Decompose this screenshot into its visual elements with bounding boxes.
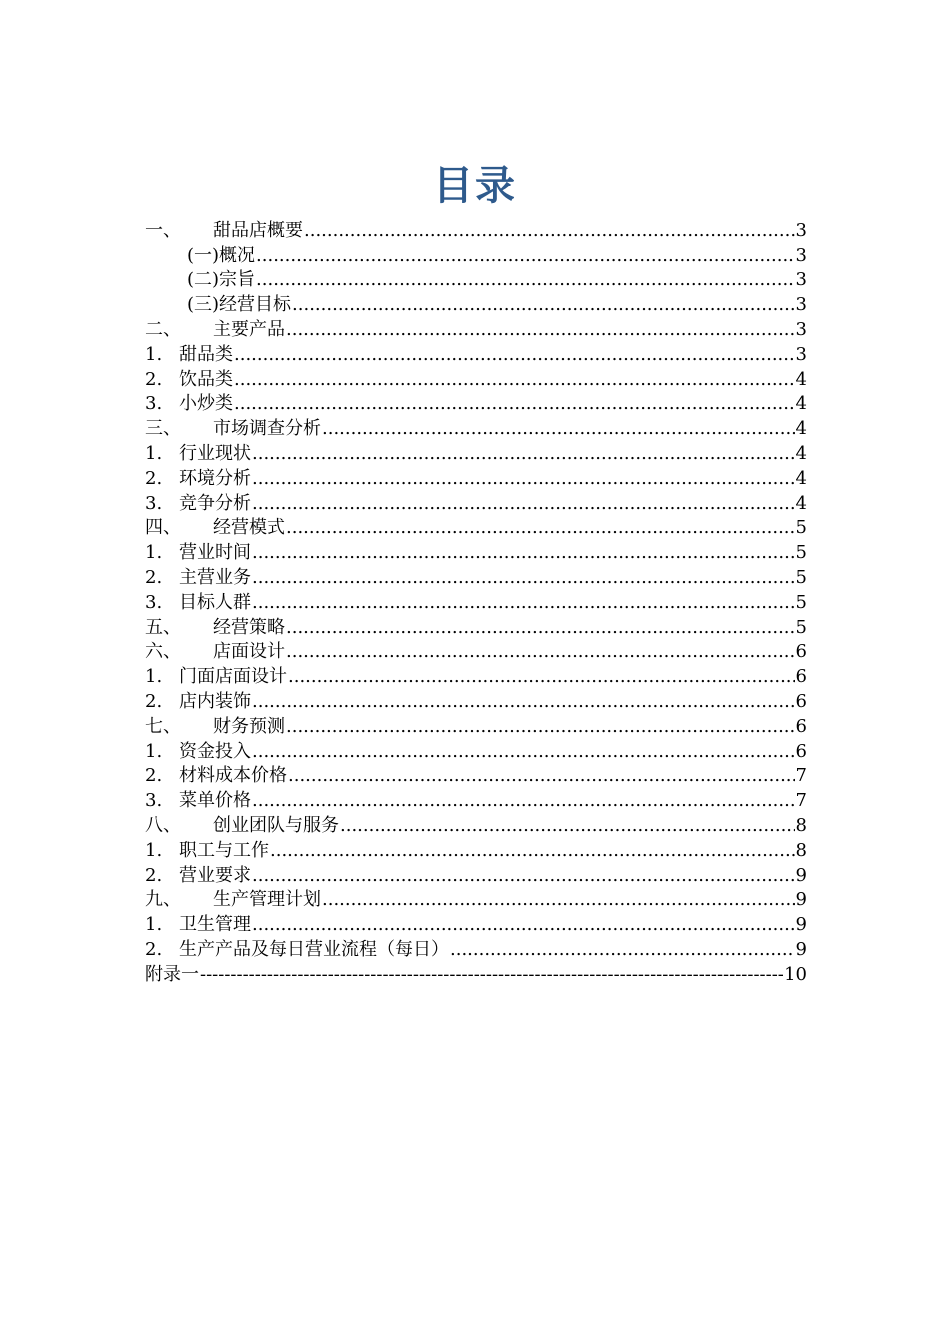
toc-leader (252, 914, 795, 936)
toc-leader (252, 567, 795, 589)
toc-leader (286, 716, 795, 738)
toc-entry[interactable] (145, 688, 807, 713)
toc-entry[interactable] (145, 490, 807, 515)
toc-entry[interactable] (145, 242, 807, 267)
toc-entry-label: (三)经营目标 (187, 294, 292, 316)
toc-entry-number: 2. (145, 938, 163, 960)
toc-leader (286, 517, 795, 539)
toc-entry-number: 二、 (145, 318, 181, 340)
toc-entry[interactable] (145, 391, 807, 416)
toc-leader (252, 865, 795, 887)
toc-leader (234, 393, 795, 415)
toc-leader (252, 443, 795, 465)
toc-entry-page-number: 7 (795, 765, 807, 787)
toc-leader (288, 666, 795, 688)
toc-leader (292, 294, 795, 316)
toc-entry-number: 六、 (145, 641, 181, 663)
toc-leader (252, 691, 795, 713)
toc-entry-label: 创业团队与服务 (213, 814, 339, 836)
toc-entry-page-number: 6 (795, 641, 807, 663)
toc-entry[interactable] (145, 515, 807, 540)
toc-leader (286, 641, 795, 663)
toc-entry-page-number: 10 (784, 963, 807, 985)
toc-entry[interactable] (145, 589, 807, 614)
toc-entry[interactable] (145, 366, 807, 391)
toc-entry-label: 店内装饰 (179, 690, 251, 712)
toc-leader (322, 418, 795, 440)
toc-entry-page-number: 4 (795, 442, 807, 464)
toc-entry-number: 2. (145, 765, 163, 787)
toc-entry[interactable] (145, 738, 807, 763)
toc-entry-label: 市场调查分析 (213, 418, 321, 440)
toc-entry[interactable] (145, 713, 807, 738)
toc-entry-label: 营业时间 (179, 542, 251, 564)
toc-entry-label: 生产管理计划 (213, 889, 321, 911)
toc-leader (256, 269, 795, 291)
toc-entry-page-number: 5 (795, 542, 807, 564)
toc-entry-label: 主营业务 (179, 566, 251, 588)
toc-entry-label: 门面店面设计 (179, 666, 287, 688)
toc-entry-label: 卫生管理 (179, 914, 251, 936)
toc-leader (288, 765, 795, 787)
toc-leader (252, 592, 795, 614)
toc-leader (304, 220, 795, 242)
toc-entry[interactable] (145, 911, 807, 936)
toc-entry-label: 店面设计 (213, 641, 285, 663)
toc-leader (252, 493, 795, 515)
toc-entry-label: 资金投入 (179, 740, 251, 762)
toc-entry-number: 1. (145, 740, 163, 762)
toc-entry-label: 甜品店概要 (213, 219, 303, 241)
toc-entry-number: 1. (145, 343, 163, 365)
toc-entry-label: 营业要求 (179, 864, 251, 886)
toc-leader (252, 542, 795, 564)
toc-entry-label: 材料成本价格 (179, 765, 287, 787)
toc-entry-label: (二)宗旨 (187, 269, 256, 291)
toc-list (145, 217, 807, 986)
toc-entry-page-number: 3 (795, 244, 807, 266)
toc-entry-label: 经营策略 (213, 616, 285, 638)
toc-entry-page-number: 3 (795, 294, 807, 316)
toc-entry-number: 1. (145, 914, 163, 936)
toc-entry[interactable] (145, 267, 807, 292)
toc-entry-page-number: 4 (795, 368, 807, 390)
toc-entry-number: 3. (145, 393, 163, 415)
toc-entry-label: 职工与工作 (179, 839, 269, 861)
toc-entry-number: 3. (145, 492, 163, 514)
toc-entry-number: 八、 (145, 814, 181, 836)
toc-entry-number: 1. (145, 839, 163, 861)
toc-entry-page-number: 5 (795, 566, 807, 588)
toc-entry-number: 2. (145, 566, 163, 588)
toc-entry-page-number: 9 (795, 864, 807, 886)
toc-entry-number: 2. (145, 864, 163, 886)
toc-entry-number: 3. (145, 591, 163, 613)
toc-entry-page-number: 9 (795, 889, 807, 911)
toc-entry-page-number: 9 (795, 914, 807, 936)
toc-entry[interactable] (145, 440, 807, 465)
toc-entry-page-number: 5 (795, 591, 807, 613)
toc-entry-label: 主要产品 (213, 318, 285, 340)
toc-entry-page-number: 6 (795, 666, 807, 688)
toc-entry[interactable] (145, 787, 807, 812)
toc-title: 目录 (433, 163, 517, 209)
toc-entry-label: 菜单价格 (179, 790, 251, 812)
toc-leader (322, 889, 795, 911)
toc-entry-label: 环境分析 (179, 467, 251, 489)
toc-entry-page-number: 4 (795, 467, 807, 489)
toc-entry-number: 四、 (145, 517, 181, 539)
toc-entry-number: 九、 (145, 889, 181, 911)
toc-entry[interactable] (145, 862, 807, 887)
toc-entry-label: 小炒类 (179, 393, 233, 415)
toc-entry-label: 财务预测 (213, 715, 285, 737)
toc-entry-number: 三、 (145, 418, 181, 440)
toc-entry-page-number: 5 (795, 517, 807, 539)
toc-leader (286, 319, 795, 341)
toc-entry[interactable] (145, 639, 807, 664)
toc-entry-number: 五、 (145, 616, 181, 638)
toc-entry[interactable] (145, 539, 807, 564)
toc-entry-label: 甜品类 (179, 343, 233, 365)
toc-leader (252, 790, 795, 812)
toc-entry-label: 附录一 (145, 963, 199, 985)
toc-leader (234, 369, 795, 391)
toc-leader (270, 840, 795, 862)
toc-entry-label: 饮品类 (179, 368, 233, 390)
toc-entry[interactable] (145, 564, 807, 589)
toc-entry-page-number: 4 (795, 418, 807, 440)
toc-entry-page-number: 6 (795, 740, 807, 762)
toc-entry-page-number: 6 (795, 690, 807, 712)
toc-entry-label: (一)概况 (187, 244, 256, 266)
toc-entry-label: 目标人群 (179, 591, 251, 613)
toc-leader (252, 468, 795, 490)
toc-entry-number: 1. (145, 666, 163, 688)
toc-leader (450, 939, 795, 961)
toc-entry-number: 2. (145, 690, 163, 712)
toc-entry[interactable] (145, 291, 807, 316)
toc-entry-number: 2. (145, 467, 163, 489)
toc-entry-page-number: 3 (795, 269, 807, 291)
toc-entry[interactable] (145, 341, 807, 366)
toc-entry[interactable] (145, 961, 807, 986)
toc-entry-number: 一、 (145, 219, 181, 241)
toc-entry-number: 3. (145, 790, 163, 812)
toc-entry-page-number: 9 (795, 938, 807, 960)
toc-entry[interactable] (145, 465, 807, 490)
toc-entry-page-number: 4 (795, 393, 807, 415)
toc-entry-number: 七、 (145, 715, 181, 737)
toc-leader (286, 617, 795, 639)
toc-entry-label: 生产产品及每日营业流程（每日） (179, 938, 449, 960)
toc-entry-number: 1. (145, 542, 163, 564)
toc-entry[interactable] (145, 887, 807, 912)
toc-entry-page-number: 3 (795, 343, 807, 365)
toc-entry-label: 竞争分析 (179, 492, 251, 514)
toc-entry[interactable] (145, 316, 807, 341)
toc-entry-page-number: 7 (795, 790, 807, 812)
toc-entry-page-number: 3 (795, 219, 807, 241)
toc-entry[interactable] (145, 663, 807, 688)
toc-entry[interactable] (145, 763, 807, 788)
toc-entry-page-number: 4 (795, 492, 807, 514)
toc-entry-page-number: 3 (795, 318, 807, 340)
toc-entry[interactable] (145, 812, 807, 837)
toc-leader (234, 344, 795, 366)
toc-entry-number: 1. (145, 442, 163, 464)
toc-entry-label: 行业现状 (179, 442, 251, 464)
toc-entry-label: 经营模式 (213, 517, 285, 539)
toc-entry[interactable] (145, 415, 807, 440)
toc-entry[interactable] (145, 837, 807, 862)
toc-entry-number: 2. (145, 368, 163, 390)
toc-entry-page-number: 6 (795, 715, 807, 737)
toc-leader (340, 815, 795, 837)
toc-entry-page-number: 5 (795, 616, 807, 638)
toc-leader (252, 741, 795, 763)
toc-entry-page-number: 8 (795, 814, 807, 836)
toc-entry-page-number: 8 (795, 839, 807, 861)
toc-leader (200, 964, 783, 986)
toc-entry[interactable] (145, 936, 807, 961)
toc-entry[interactable] (145, 614, 807, 639)
toc-leader (256, 245, 795, 267)
toc-entry[interactable] (145, 217, 807, 242)
